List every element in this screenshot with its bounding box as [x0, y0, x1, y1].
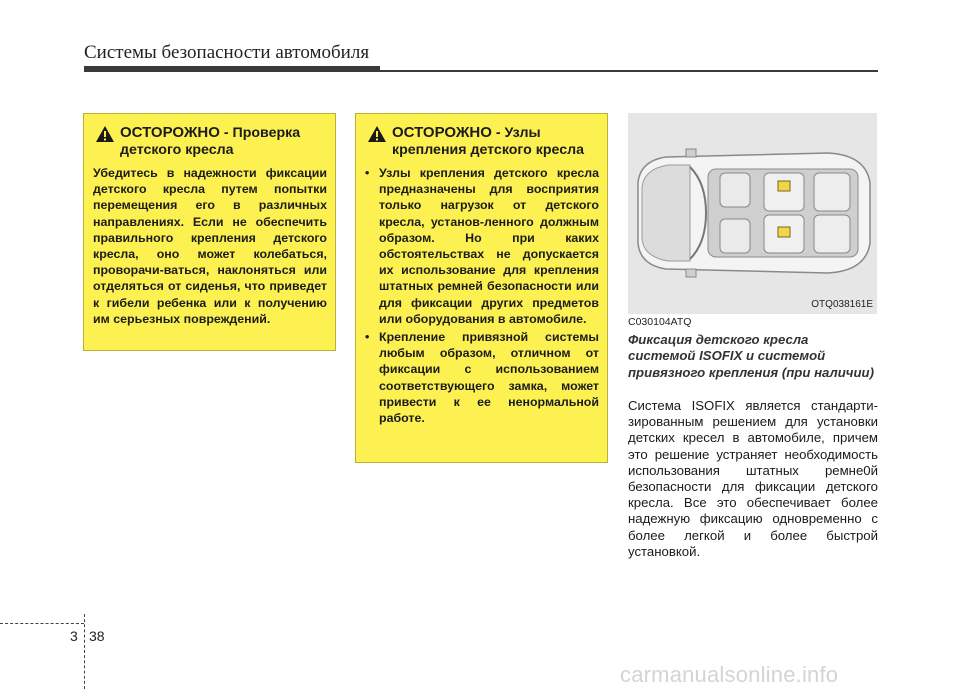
section-title: Фиксация детского кресла системой ISOFIX и системой привязного крепления (при наличии) — [628, 332, 874, 380]
footer-vertical-rule — [84, 614, 86, 689]
figure-caption: OTQ038161E — [811, 299, 873, 310]
watermark: carmanualsonline.info — [620, 662, 839, 687]
warning-heading-rest: - Проверка детского кресла — [120, 125, 301, 158]
car-top-view-illustration — [628, 113, 877, 314]
warning-heading-rest: - Узлы крепления детского кресла — [392, 125, 584, 158]
warning-heading-main: ОСТОРОЖНО — [392, 124, 492, 141]
section-code: C030104ATQ — [628, 316, 692, 328]
warning-triangle-icon — [95, 125, 115, 143]
header-title: Системы безопасности автомобиля — [84, 42, 370, 63]
warning-bullet: • Узлы крепления детского кресла предназначены для восприятия только нагрузок от детского кресла, установ-ленного должным образом. Но при каких обстоятельствах не допускается их использование для крепления штатных ремней безопасности или для фиксации других предметов или оборудования в автомобиле. — [365, 166, 599, 326]
footer-horizontal-rule — [0, 623, 84, 625]
warning-bullet-text: Крепление привязной системы любым образом, отличном от фиксации с использованием соответствующего замка, может привести к ее ненормальной работе. — [379, 330, 599, 426]
warning-heading-main: ОСТОРОЖНО — [120, 124, 220, 141]
car-top-view-figure — [628, 113, 877, 314]
warning-bullet: • Крепление привязной системы любым образом, отличном от фиксации с использованием соответствующего замка, может привести к ее ненормальной работе. — [365, 330, 599, 426]
page-number: 38 — [89, 628, 105, 644]
warning-heading — [93, 124, 327, 159]
warning-box-anchors — [355, 113, 608, 463]
section-body: Система ISOFIX является стандарти-зированным решением для установки детских кресел в автомобиле, причем это решение устраняет необходимость использования штатных ремне0й безопасности для фиксации детского кресла. Все это обеспечивает более надежную фиксацию одновременно с более легкой и более быстрой установкой. — [628, 398, 878, 559]
warning-bullet-text: Узлы крепления детского кресла предназначены для восприятия только нагрузок от детского кресла, установ-ленного должным образом. Но при каких обстоятельствах не допускается их использование для крепления штатных ремней безопасности или для фиксации других предметов или оборудования в автомобиле. — [379, 166, 599, 326]
chapter-number: 3 — [70, 628, 78, 644]
header-rule — [380, 70, 878, 72]
warning-triangle-icon — [367, 125, 387, 143]
header-bar — [84, 66, 380, 72]
warning-body: Убедитесь в надежности фиксации детского кресла путем попытки перемещения его в различных направлениях. Если не обеспечить правильного крепления детского кресла, оно может колебаться, проворачи-ваться, наклоняться или отделяться от сиденья, что приведет к гибели ребенка или к получению им серьезных повреждений. — [93, 166, 327, 326]
warning-heading — [365, 124, 599, 159]
warning-bullet-list — [365, 165, 599, 426]
warning-box-check-seat — [83, 113, 336, 351]
